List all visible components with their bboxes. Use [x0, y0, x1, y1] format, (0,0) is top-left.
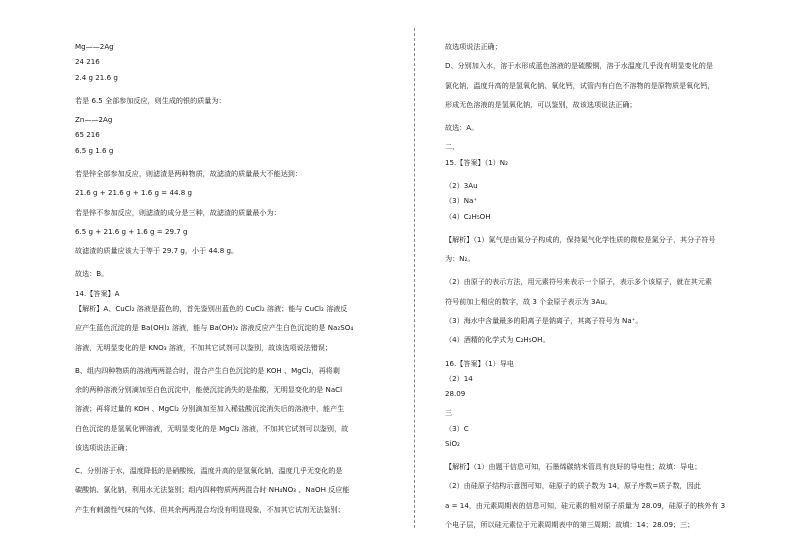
line-spacer	[445, 346, 770, 359]
line-spacer	[445, 307, 770, 316]
line-spacer	[75, 453, 393, 466]
text-line: 该选项说法正确；	[75, 442, 132, 452]
text-line: （3）C	[445, 423, 469, 433]
line-spacer	[75, 496, 393, 505]
right-column	[445, 42, 770, 539]
text-line: B、组内四种物质的溶液两两混合时，混合产生白色沉淀的是 KOH 、MgCl₂，再将剩	[75, 365, 340, 375]
text-line: 故选项说法正确；	[445, 42, 502, 51]
text-line: 【解析】A、CuCl₂ 溶液是蓝色的，首先鉴别出蓝色的 CuCl₂ 溶液；能与 CuCl₂ 溶液反	[75, 303, 348, 313]
text-line: a = 14，由元素周期表的信息可知，硅元素的相对原子质量为 28.09，硅原子的核外有 3	[445, 500, 726, 510]
text-line: 若是 6.5 全部参加反应，则生成的银的质量为：	[75, 95, 226, 105]
line-spacer	[445, 492, 770, 501]
line-spacer	[75, 314, 393, 323]
line-spacer	[75, 199, 393, 208]
text-line: 余的两种溶液分别滴加至白色沉淀中，能使沉淀消失的是盐酸，无明显变化的是 NaCl	[75, 385, 343, 395]
line-spacer	[75, 106, 393, 115]
line-spacer	[445, 472, 770, 481]
text-line: （2）由硅原子结构示意图可知，硅原子的质子数为 14，原子序数=质子数，因此	[445, 481, 701, 491]
line-spacer	[445, 91, 770, 100]
text-line: 24 216	[75, 57, 100, 67]
text-line: 三	[445, 408, 453, 418]
line-spacer	[445, 288, 770, 297]
text-line: （3）海水中含量最多的阳离子是钠离子，其离子符号为 Na⁺。	[445, 315, 643, 325]
text-line: 溶液，无明显变化的是 KNO₃ 溶液，不加其它试剂可以鉴别，故该选项说法错误；	[75, 342, 332, 352]
text-line: 若是锌全部参加反应，则滤渣是两种物质，故滤渣的质量最大不能达到：	[75, 168, 302, 178]
line-spacer	[445, 511, 770, 520]
left-column	[75, 42, 393, 524]
line-spacer	[75, 280, 393, 289]
column-divider	[414, 28, 415, 528]
text-line: 2.4 g 21.6 g	[75, 72, 118, 82]
line-spacer	[75, 156, 393, 169]
line-spacer	[75, 476, 393, 485]
line-spacer	[75, 515, 393, 524]
text-line: SiO₂	[445, 438, 460, 448]
text-line: （2）3Au	[445, 180, 478, 190]
text-line: 故滤渣的质量应该大于等于 29.7 g，小于 44.8 g。	[75, 246, 239, 256]
line-spacer	[75, 237, 393, 246]
line-spacer	[445, 133, 770, 142]
text-line: 故选：A。	[445, 123, 479, 133]
line-spacer	[445, 264, 770, 277]
line-spacer	[75, 179, 393, 188]
line-spacer	[445, 245, 770, 254]
line-spacer	[445, 110, 770, 123]
text-line: 6.5 g + 21.6 g + 1.6 g = 29.7 g	[75, 226, 188, 236]
line-spacer	[75, 256, 393, 269]
text-line: 形成无色溶液的是氢氧化钠，可以鉴别，故该选项说法正确；	[445, 99, 637, 109]
line-spacer	[445, 449, 770, 462]
text-line: 故选：B。	[75, 269, 109, 279]
text-line: 15.【答案】（1）N₂	[445, 157, 508, 167]
text-line: D、分别加入水，溶于水形成蓝色溶液的是硫酸铜，溶于水温度几乎没有明显变化的是	[445, 61, 713, 71]
line-spacer	[75, 218, 393, 227]
text-line: 碳酸钠、氯化钠，利用水无法鉴别；组内四种物质两两混合时 NH₄NO₃ 、NaOH 反应能	[75, 485, 350, 495]
line-spacer	[445, 530, 770, 539]
text-line: 21.6 g + 21.6 g + 1.6 g = 44.8 g	[75, 188, 193, 198]
text-line: 氯化钠，温度升高的是氢氧化钠、氧化钙，试管内有白色不溶物的是原物质是氧化钙，	[445, 80, 715, 90]
text-line: 28.09	[445, 389, 466, 399]
line-spacer	[75, 83, 393, 96]
text-line: 6.5 g 1.6 g	[75, 145, 114, 155]
line-spacer	[75, 395, 393, 404]
line-spacer	[75, 334, 393, 343]
text-line: 溶液；再将过量的 KOH 、MgCl₂ 分别滴加至加入稀盐酸沉淀消失后的溶液中，能产生	[75, 404, 345, 414]
text-line: Zn——2Ag	[75, 115, 113, 125]
line-spacer	[75, 376, 393, 385]
line-spacer	[445, 52, 770, 61]
text-line: 个电子层，所以硅元素位于元素周期表中的第三周期；故填：14；28.09；三；	[445, 520, 695, 530]
text-line: 为：N₂。	[445, 254, 475, 264]
line-spacer	[75, 434, 393, 443]
text-line: 符号前加上相应的数字，故 3 个金原子表示为 3Au。	[445, 296, 613, 306]
text-line: 应产生蓝色沉淀的是 Ba(OH)₂ 溶液，能与 Ba(OH)₂ 溶液反应产生白色沉淀的是 Na₂SO₄	[75, 323, 354, 333]
text-line: 【解析】（1）氮气是由氮分子构成的，保持氮气化学性质的微粒是氮分子，其分子符号	[445, 234, 716, 244]
text-line: 14.【答案】A	[75, 288, 120, 298]
text-line: 若是锌不参加反应，则滤渣的成分是三种，故滤渣的质量最小为：	[75, 207, 281, 217]
text-line: 产生有刺激性气味的气体，但其余两两混合均没有明显现象，不加其它试剂无法鉴别；	[75, 504, 345, 514]
text-line: 【解析】（1）由题干信息可知，石墨烯碳纳米管具有良好的导电性；故填：导电；	[445, 462, 702, 472]
text-line: （4）C₂H₅OH	[445, 211, 491, 221]
text-line: （3）Na⁺	[445, 196, 478, 206]
line-spacer	[445, 168, 770, 181]
line-spacer	[445, 399, 770, 408]
text-line: （2）14	[445, 373, 473, 383]
text-line: 二、	[445, 142, 460, 152]
text-line: （4）酒精的化学式为 C₂H₅OH。	[445, 335, 550, 345]
line-spacer	[75, 353, 393, 366]
text-line: 65 216	[75, 130, 100, 140]
text-line: Mg——2Ag	[75, 42, 114, 51]
text-line: 白色沉淀的是氢氧化钾溶液，无明显变化的是 MgCl₂ 溶液，不加其它试剂可以鉴别，故	[75, 423, 349, 433]
line-spacer	[75, 415, 393, 424]
text-line: 16.【答案】（1）导电	[445, 358, 514, 368]
text-line: （2）由原子的表示方法，用元素符号来表示一个原子，表示多个该原子，就在其元素	[445, 277, 712, 287]
text-line: C、分别溶于水，温度降低的是硝酸铵，温度升高的是氢氧化钠，温度几乎无变化的是	[75, 466, 343, 476]
line-spacer	[445, 222, 770, 235]
line-spacer	[445, 326, 770, 335]
line-spacer	[445, 72, 770, 81]
